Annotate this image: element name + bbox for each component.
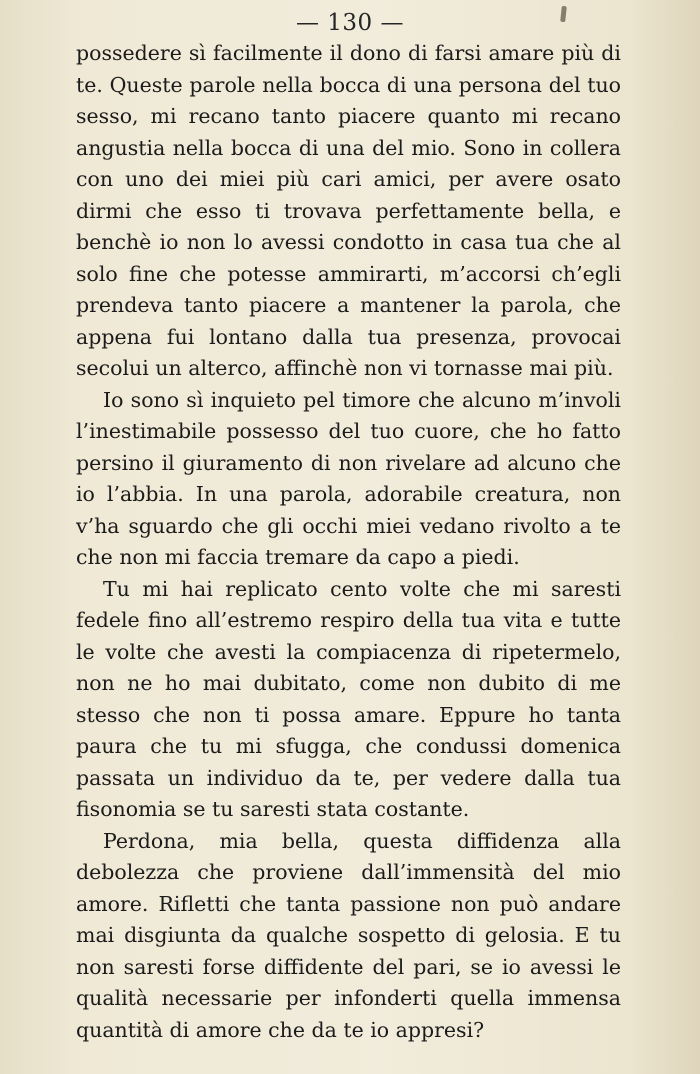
paragraph-3: Tu mi hai replicato cento volte che mi saresti fedele fino all’estremo respiro della tua vita e tutte le volte che avesti la compiacenza di ripetermelo, non ne ho mai dubitato, come non dubito di me stesso che non ti possa amare. Eppure ho tanta paura che tu mi sfugga, che condussi domenica passata un individuo da te, per vedere dalla tua fisonomia se tu saresti stata costante.	[76, 576, 621, 821]
paragraph-4: Perdona, mia bella, questa diffidenza alla debolezza che proviene dall’immensità del mio amore. Rifletti che tanta passione non può andare mai disgiunta da qualche sospetto di gelosia. E tu non saresti forse diffidente del pari, se io avessi le qualità necessarie per infonderti quella immensa quantità di amore che da te io appresi?	[76, 828, 621, 1042]
body-text	[76, 38, 621, 1046]
paragraph-1: possedere sì facilmente il dono di farsi amare più di te. Queste parole nella bocca di una persona del tuo sesso, mi recano tanto piacere quanto mi recano angustia nella bocca di una del mio. Sono in collera con uno dei miei più cari amici, per avere osato dirmi che esso ti trovava perfettamente bella, e benchè io non lo avessi condotto in casa tua che al solo fine che potesse ammirarti, m’accorsi ch’egli prendeva tanto piacere a mantener la parola, che appena fui lontano dalla tua presenza, provocai secolui un alterco, affinchè non vi tornasse mai più.	[76, 41, 621, 380]
page-number: — 130 —	[295, 10, 405, 36]
paragraph-2: Io sono sì inquieto pel timore che alcuno m’involi l’inestimabile possesso del tuo cuore, che ho fatto persino il giuramento di non rivelare ad alcuno che io l’abbia. In una parola, adorabile creatura, non v’ha sguardo che gli occhi miei vedano rivolto a te che non mi faccia tremare da capo a piedi.	[76, 387, 621, 569]
